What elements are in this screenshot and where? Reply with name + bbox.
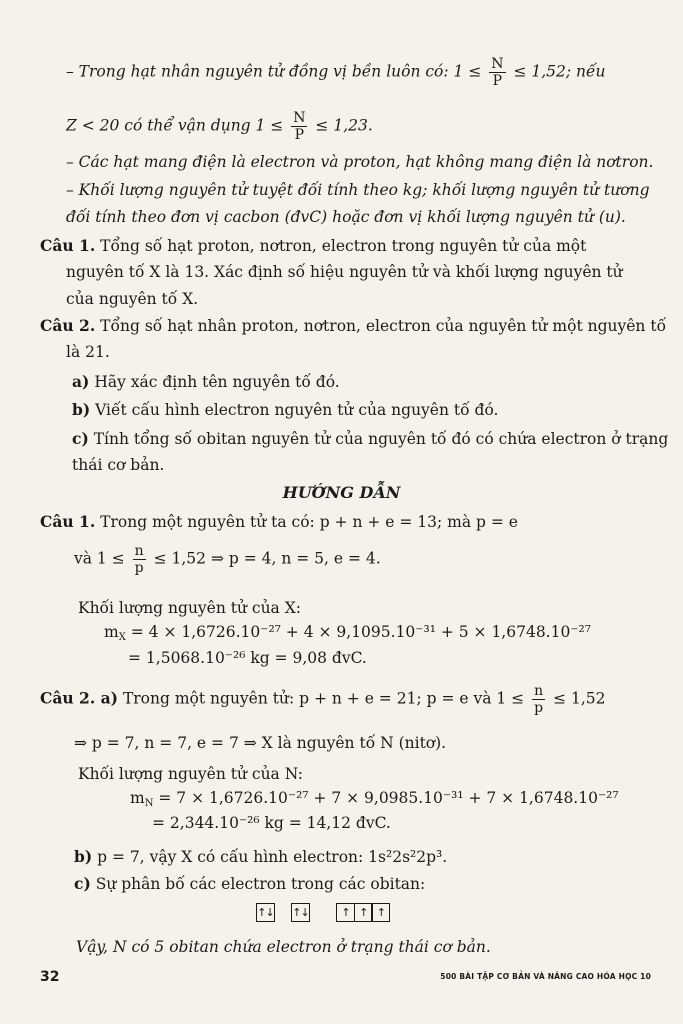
solution-2-result: ⇒ p = 7, n = 7, e = 7 ⇒ X là nguyên tố N (nitơ). xyxy=(74,734,447,752)
conclusion: Vậy, N có 5 obitan chứa electron ở trạng thái cơ bản. xyxy=(76,938,491,956)
question-2c: c) Tính tổng số obitan nguyên tử của nguyên tố đó có chứa electron ở trạng xyxy=(72,429,669,448)
question-2-line-2: là 21. xyxy=(66,343,110,361)
note-stable-isotope: – Trong hạt nhân nguyên tử đồng vị bền luôn có: 1 ≤ $\frac{N}{P}$ ≤ 1,52; nếu xyxy=(66,56,606,89)
question-1-line-2: nguyên tố X là 13. Xác định số hiệu nguyên tử và khối lượng nguyên tử xyxy=(66,263,623,281)
question-2c-line-2: thái cơ bản. xyxy=(72,456,165,474)
fraction-n-over-p: $\frac{N}{P}$ xyxy=(491,56,504,89)
fraction-n-over-p-lower: $\frac{n}{p}$ xyxy=(534,683,544,716)
orbital-2p xyxy=(336,903,390,922)
orbital-box-2p-2: ↑ xyxy=(354,903,373,922)
orbital-diagram xyxy=(256,903,390,922)
solution-1-ratio: và 1 ≤ $\frac{n}{p}$ ≤ 1,52 ⇒ p = 4, n = 5, e = 4. xyxy=(74,543,381,576)
note-mass-line-1: – Khối lượng nguyên tử tuyệt đối tính theo kg; khối lượng nguyên tử tương xyxy=(66,181,650,199)
solution-2c: c) Sự phân bố các electron trong các obitan: xyxy=(74,874,426,893)
solution-2-mass-result: = 2,344.10⁻²⁶ kg = 14,12 đvC. xyxy=(152,814,391,832)
question-1-line-3: của nguyên tố X. xyxy=(66,290,199,308)
orbital-box-2p-3: ↑ xyxy=(371,903,390,922)
solution-2b: b) p = 7, vậy X có cấu hình electron: 1s²2s²2p³. xyxy=(74,847,448,866)
solution-2-mass-formula: $m_N = 7 \times 1,6726.10^{-27} + 7 \times 9,0985.10^{-31} + 7 \times 1,6748.10^{-27}$ xyxy=(130,789,619,809)
section-heading: HƯỚNG DẪN xyxy=(282,483,401,502)
book-title-footer: 500 BÀI TẬP CƠ BẢN VÀ NÂNG CAO HÓA HỌC 10 xyxy=(440,972,651,981)
question-1: Câu 1. Tổng số hạt proton, nơtron, electron trong nguyên tử của một xyxy=(40,236,587,255)
solution-1: Câu 1. Trong một nguyên tử ta có: p + n + e = 13; mà p = e xyxy=(40,512,518,531)
solution-1-mass-result: = 1,5068.10⁻²⁶ kg = 9,08 đvC. xyxy=(128,649,367,667)
orbital-box-1s: ↑↓ xyxy=(256,903,275,922)
question-2: Câu 2. Tổng số hạt nhân proton, nơtron, electron của nguyên tử một nguyên tố xyxy=(40,316,667,335)
note-charged-particles: – Các hạt mang điện là electron và proton, hạt không mang điện là nơtron. xyxy=(66,153,654,171)
orbital-2s xyxy=(291,903,310,922)
solution-1-mass-label: Khối lượng nguyên tử của X: xyxy=(78,599,301,617)
solution-2: Câu 2. a) Trong một nguyên tử: p + n + e = 21; p = e và 1 ≤ $\frac{n}{p}$ ≤ 1,52 xyxy=(40,683,606,716)
note-z-under-20: Z < 20 có thể vận dụng 1 ≤ $\frac{N}{P}$ ≤ 1,23. xyxy=(66,110,373,143)
fraction-n-over-p-lower: $\frac{n}{p}$ xyxy=(134,543,144,576)
question-2a: a) Hãy xác định tên nguyên tố đó. xyxy=(72,372,340,391)
note-mass-line-2: đối tính theo đơn vị cacbon (đvC) hoặc đơn vị khối lượng nguyên tử (u). xyxy=(66,208,626,226)
orbital-box-2p-1: ↑ xyxy=(336,903,355,922)
page-number: 32 xyxy=(40,969,60,985)
question-2b: b) Viết cấu hình electron nguyên tử của nguyên tố đó. xyxy=(72,400,499,419)
solution-1-mass-formula: $m_X = 4 \times 1,6726.10^{-27} + 4 \times 9,1095.10^{-31} + 5 \times 1,6748.10^{-27}$ xyxy=(104,623,591,643)
solution-2-mass-label: Khối lượng nguyên tử của N: xyxy=(78,765,303,783)
fraction-n-over-p: $\frac{N}{P}$ xyxy=(293,110,306,143)
orbital-box-2s: ↑↓ xyxy=(291,903,310,922)
orbital-1s xyxy=(256,903,275,922)
